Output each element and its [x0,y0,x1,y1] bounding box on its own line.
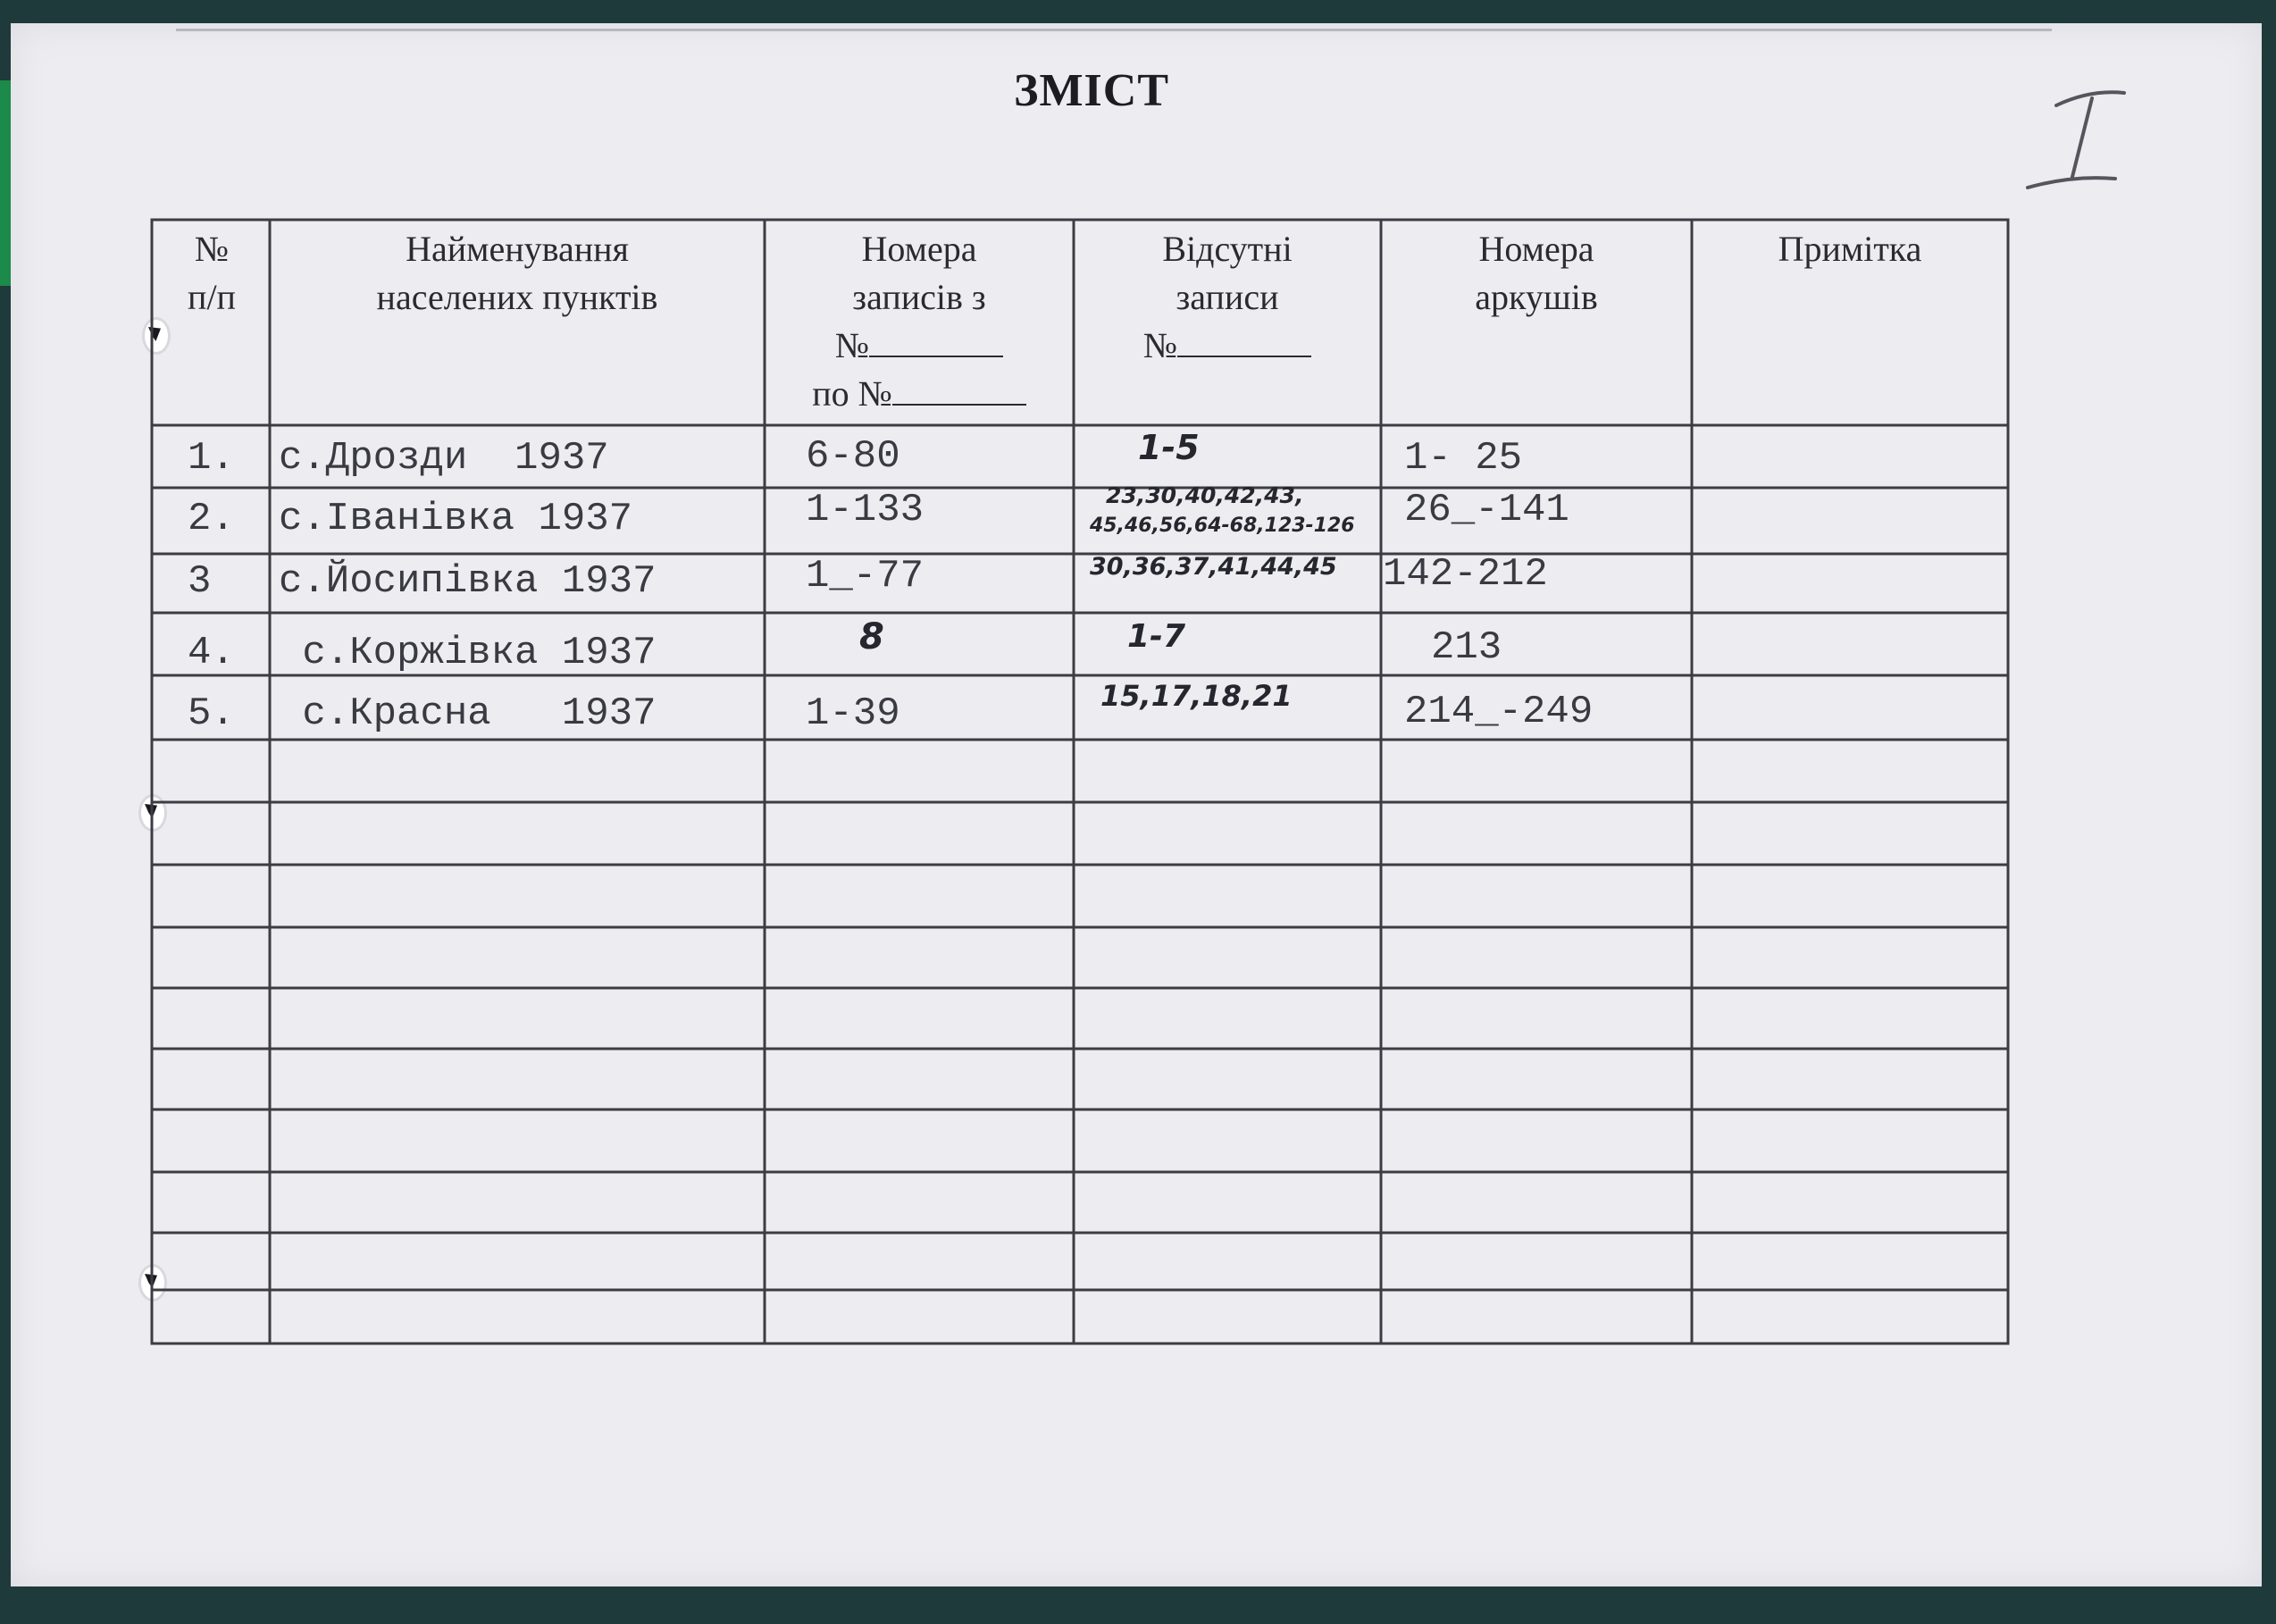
header-missing-line: записи [1176,277,1279,317]
row3-records: 1_-77 [806,554,925,599]
header-records-from: № [765,322,1074,370]
header-missing-line: Відсутні [1162,229,1293,269]
volume-mark-text [2010,79,2011,80]
contents-table [145,198,2021,1360]
header-records-to: по № [765,370,1074,418]
row4-num: 4. [188,631,235,675]
header-records-line: Номера [861,229,977,269]
row1-records: 6-80 [806,434,900,479]
row2-missing-line2: 45,46,56,64-68,123-126 [1090,515,1355,537]
header-note-line: Примітка [1778,229,1922,269]
header-name-line: населених пунктів [376,277,658,317]
row4-sheets: 213 [1431,625,1502,670]
row2-sheets: 26_-141 [1404,488,1569,532]
row4-missing: 1-7 [1127,618,1186,655]
row5-name: с.Красна 1937 [279,691,657,736]
row3-sheets: 142-212 [1383,552,1548,597]
blank-line [869,323,1003,357]
header-sheets-line: аркушів [1475,277,1598,317]
row1-missing: 1-5 [1138,428,1200,467]
page-top-edge-line [176,29,2052,31]
row2-missing-line1: 23,30,40,42,43, [1106,482,1304,508]
header-missing [1074,225,1381,370]
header-records [765,225,1074,418]
volume-mark [2010,79,2144,204]
header-name [270,225,765,322]
row3-num: 3 [188,559,212,604]
header-num-line: п/п [188,277,236,317]
row1-name: с.Дрозди 1937 [279,436,609,481]
row4-name: с.Коржівка 1937 [279,631,657,675]
row2-num: 2. [188,497,235,541]
document-page [11,23,2262,1586]
binder-edge [0,80,11,286]
blank-line [1177,323,1311,357]
row4-records: 8 [859,616,884,657]
header-name-line: Найменування [406,229,629,269]
volume-mark-icon [2010,79,2144,204]
header-missing-num: № [1074,322,1381,370]
row2-records: 1-133 [806,488,925,532]
header-note [1692,225,2008,273]
header-sheets-line: Номера [1478,229,1594,269]
page-title: ЗМІСТ [1014,65,1169,116]
header-num [154,225,270,322]
row1-sheets: 1- 25 [1404,436,1523,481]
row1-num: 1. [188,436,235,481]
blank-line [892,372,1026,406]
row5-num: 5. [188,691,235,736]
header-records-line: записів з [852,277,986,317]
header-sheets [1381,225,1692,322]
header-num-line: № [194,229,230,269]
table-grid-lines [145,198,2021,1360]
row5-missing: 15,17,18,21 [1100,679,1293,713]
row2-name: с.Іванівка 1937 [279,497,633,541]
row3-missing: 30,36,37,41,44,45 [1090,553,1337,581]
row5-records: 1-39 [806,691,900,736]
row3-name: с.Йосипівка 1937 [279,559,657,604]
row5-sheets: 214_-249 [1404,690,1594,734]
